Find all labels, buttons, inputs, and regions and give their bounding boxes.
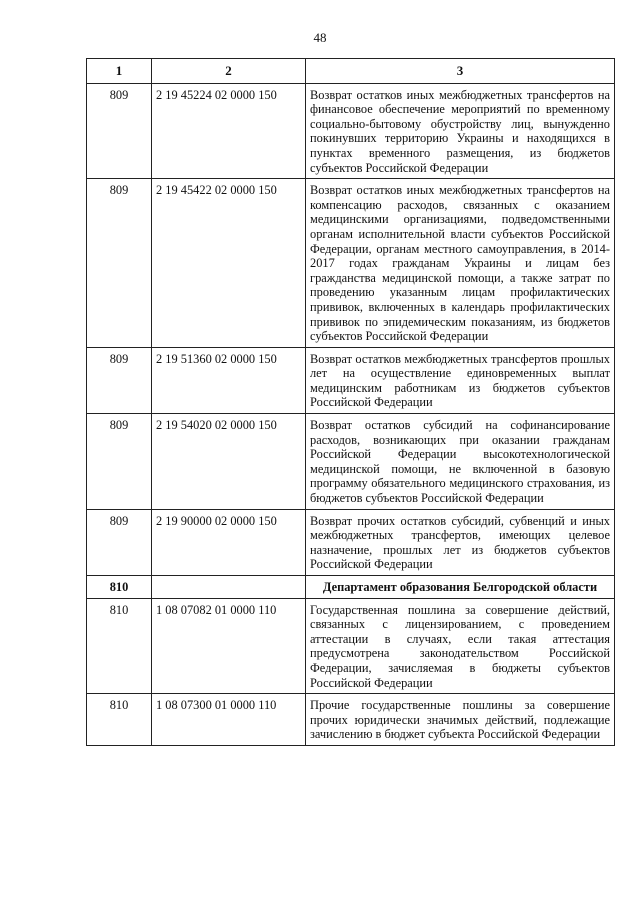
column-header-3: 3 bbox=[306, 59, 615, 84]
budget-code-cell bbox=[152, 576, 306, 599]
admin-code-cell: 809 bbox=[87, 347, 152, 413]
budget-code-cell: 2 19 90000 02 0000 150 bbox=[152, 509, 306, 575]
description-cell: Прочие государственные пошлины за совершение прочих юридически значимых действий, подлежащие зачислению в бюджет субъекта Российской Федерации bbox=[306, 694, 615, 746]
section-heading: Департамент образования Белгородской области bbox=[306, 576, 615, 599]
description-cell: Возврат остатков субсидий на софинансирование расходов, возникающих при оказании гражданам Российской Федерации высокотехнологической медицинской помощи, не включенной в базовую программу обязательного медицинского страхования, из бюджетов субъектов Российской Федерации bbox=[306, 414, 615, 510]
section-heading-row bbox=[87, 576, 615, 599]
description-cell: Возврат прочих остатков субсидий, субвенций и иных межбюджетных трансфертов, имеющих целевое назначение, прошлых лет из бюджетов субъектов Российской Федерации bbox=[306, 509, 615, 575]
admin-code-cell: 810 bbox=[87, 598, 152, 694]
budget-code-cell: 2 19 45422 02 0000 150 bbox=[152, 179, 306, 348]
description-cell: Возврат остатков иных межбюджетных трансфертов на компенсацию расходов, связанных с оказанием медицинскими организациями, подведомственными органам исполнительной власти субъектов Российской Федерации, органам местного самоуправления, в 2014-2017 годах гражданам Украины и лицам без гражданства медицинской помощи, а также затрат по проведению указанным лицам профилактических прививок, включенных в календарь профилактических прививок по эпидемическим показаниям, из бюджетов субъектов Российской Федерации bbox=[306, 179, 615, 348]
table-header-row bbox=[87, 59, 615, 84]
description-cell: Государственная пошлина за совершение действий, связанных с лицензированием, с проведением аттестации в случаях, если такая аттестация предусмотрена законодательством Российской Федерации, зачисляемая в бюджеты субъектов Российской Федерации bbox=[306, 598, 615, 694]
table-row bbox=[87, 694, 615, 746]
budget-code-cell: 1 08 07082 01 0000 110 bbox=[152, 598, 306, 694]
column-header-2: 2 bbox=[152, 59, 306, 84]
description-cell: Возврат остатков иных межбюджетных трансфертов на финансовое обеспечение мероприятий по временному социально-бытовому обустройству лиц, вынужденно покинувших территорию Украины и находящихся в пунктах временного размещения, из бюджетов субъектов Российской Федерации bbox=[306, 83, 615, 179]
description-cell: Возврат остатков межбюджетных трансфертов прошлых лет на осуществление единовременных выплат медицинским работникам из бюджетов субъектов Российской Федерации bbox=[306, 347, 615, 413]
table-row bbox=[87, 414, 615, 510]
table-row bbox=[87, 598, 615, 694]
admin-code-cell: 809 bbox=[87, 414, 152, 510]
table-row bbox=[87, 509, 615, 575]
admin-code-cell: 809 bbox=[87, 509, 152, 575]
table-row bbox=[87, 179, 615, 348]
admin-code-cell: 809 bbox=[87, 179, 152, 348]
table-row bbox=[87, 347, 615, 413]
column-header-1: 1 bbox=[87, 59, 152, 84]
admin-code-cell: 810 bbox=[87, 694, 152, 746]
budget-code-cell: 2 19 45224 02 0000 150 bbox=[152, 83, 306, 179]
revenue-codes-table bbox=[86, 58, 615, 746]
page-number: 48 bbox=[313, 30, 327, 45]
table-row bbox=[87, 83, 615, 179]
budget-code-cell: 2 19 51360 02 0000 150 bbox=[152, 347, 306, 413]
admin-code-cell: 810 bbox=[87, 576, 152, 599]
budget-code-cell: 2 19 54020 02 0000 150 bbox=[152, 414, 306, 510]
admin-code-cell: 809 bbox=[87, 83, 152, 179]
budget-code-cell: 1 08 07300 01 0000 110 bbox=[152, 694, 306, 746]
